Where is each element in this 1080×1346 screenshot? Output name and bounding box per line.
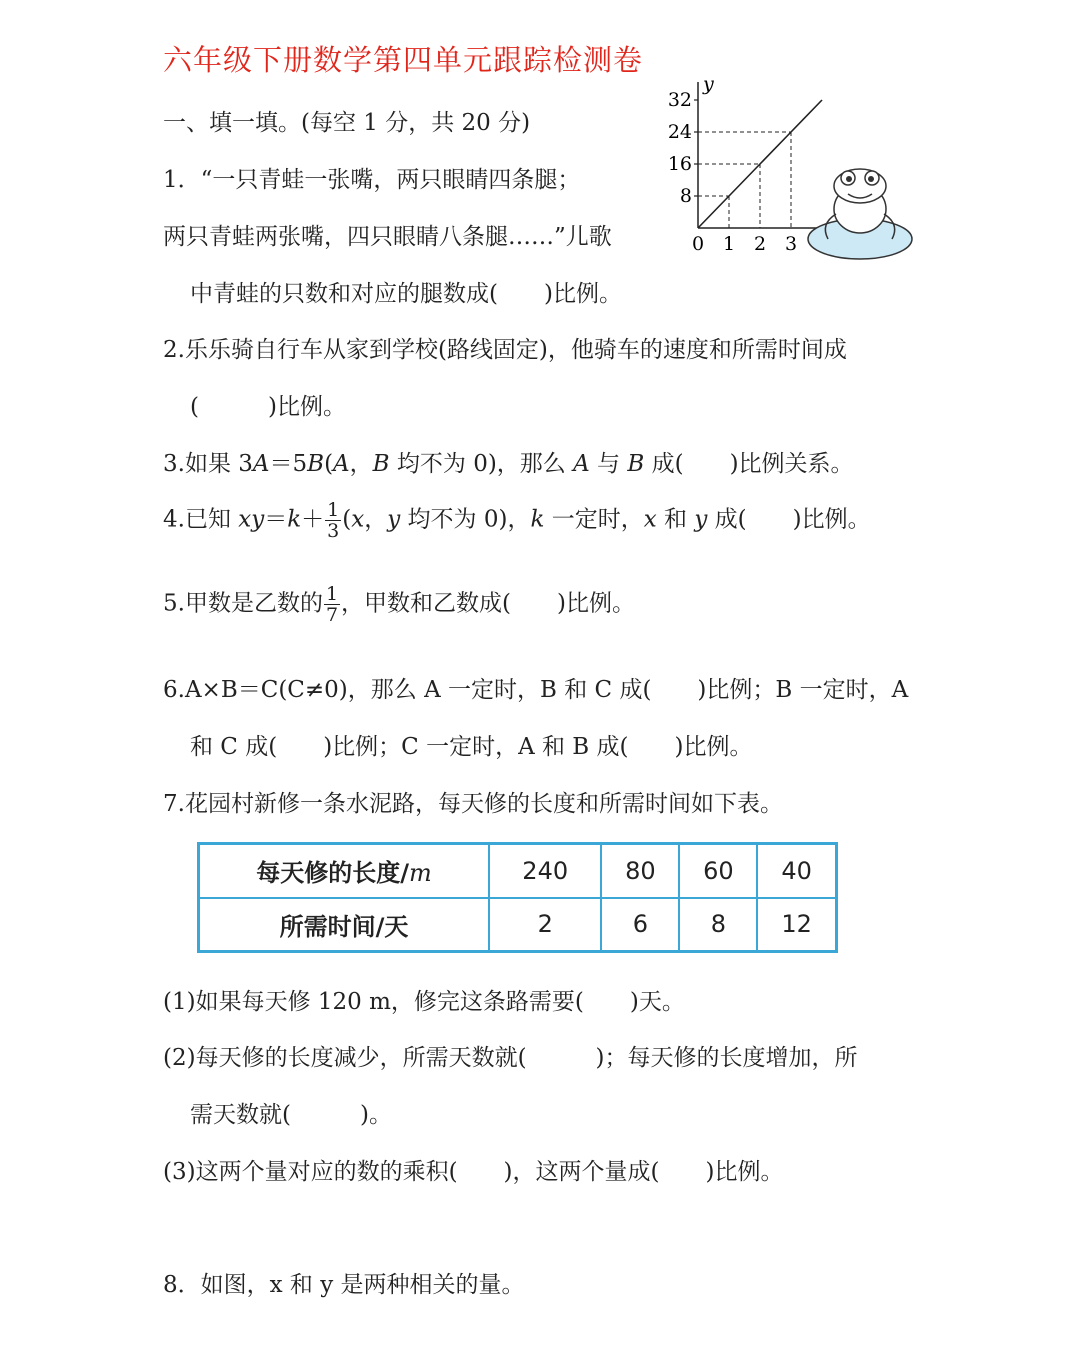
q7-sub1: (1)如果每天修 120 m，修完这条路需要( )天。 bbox=[163, 989, 685, 1015]
page-title: 六年级下册数学第四单元跟踪检测卷 bbox=[163, 43, 644, 77]
y-tick-label: 8 bbox=[679, 185, 692, 207]
section-heading: 一、填一填。(每空 1 分，共 20 分) bbox=[163, 110, 531, 136]
q4-text: 4.已知 bbox=[163, 506, 239, 533]
frog-pupil-shape bbox=[868, 176, 874, 182]
q7-table bbox=[197, 842, 838, 953]
q4-var: x bbox=[643, 506, 657, 533]
q3-text: ， bbox=[349, 451, 373, 477]
x-tick-label: 0 bbox=[691, 233, 705, 255]
q3-var: B bbox=[307, 451, 325, 477]
fraction-numerator: 1 bbox=[325, 583, 339, 605]
q2-line1: 2.乐乐骑自行车从家到学校(路线固定)，他骑车的速度和所需时间成 bbox=[163, 337, 847, 363]
frog-illustration bbox=[808, 169, 912, 259]
q1-line2: 两只青蛙两张嘴，四只眼睛八条腿……”儿歌 bbox=[163, 224, 612, 250]
q4-var: k bbox=[287, 506, 302, 533]
q3-text: 与 bbox=[589, 451, 628, 477]
q1-line3: 中青蛙的只数和对应的腿数成( )比例。 bbox=[190, 281, 622, 307]
q4-var: y bbox=[694, 506, 708, 533]
q3-var: B bbox=[627, 451, 645, 477]
q4-text: 一定时， bbox=[544, 506, 644, 533]
y-tick-label: 16 bbox=[667, 153, 692, 175]
q7-intro: 7.花园村新修一条水泥路，每天修的长度和所需时间如下表。 bbox=[163, 791, 783, 817]
q3-text: ( bbox=[324, 451, 334, 477]
chart-root bbox=[668, 74, 834, 255]
q7-sub2-line1: (2)每天修的长度减少，所需天数就( )；每天修的长度增加，所 bbox=[163, 1045, 858, 1071]
q4-fraction bbox=[325, 500, 341, 541]
line-graph bbox=[660, 74, 920, 274]
table-cell: 12 bbox=[757, 898, 836, 952]
table-cell: 6 bbox=[601, 898, 679, 952]
q4-text: 成( )比例。 bbox=[707, 506, 871, 533]
q3-text: 3.如果 3 bbox=[163, 451, 253, 477]
table-row bbox=[199, 898, 837, 952]
x-tick-label: 2 bbox=[753, 233, 767, 255]
q7-sub3: (3)这两个量对应的数的乘积( )，这两个量成( )比例。 bbox=[163, 1159, 784, 1185]
table-cell: 8 bbox=[679, 898, 757, 952]
q4-text: 均不为 0)， bbox=[400, 506, 531, 533]
table-header-text: 每天修的长度/ bbox=[256, 859, 409, 888]
y-axis-label: y bbox=[703, 74, 714, 95]
table-cell: 60 bbox=[679, 844, 757, 898]
q6-line1: 6.A×B＝C(C≠0)，那么 A 一定时，B 和 C 成( )比例；B 一定时，A bbox=[163, 677, 909, 703]
fraction-denominator: 7 bbox=[325, 604, 339, 626]
q5-fraction bbox=[324, 584, 340, 625]
q3-text: ＝5 bbox=[269, 451, 308, 477]
q5-text: 5.甲数是乙数的 bbox=[163, 590, 323, 617]
table-cell: 2 bbox=[489, 898, 601, 952]
y-tick-label: 32 bbox=[667, 89, 692, 111]
q3-var: A bbox=[573, 451, 590, 477]
q4-var: x bbox=[351, 506, 365, 533]
q4-text: ， bbox=[364, 506, 388, 533]
q3-line bbox=[163, 445, 854, 478]
x-tick-label: 3 bbox=[784, 233, 798, 255]
y-tick-label: 24 bbox=[667, 121, 692, 143]
q4-text: ＝ bbox=[264, 506, 288, 533]
table-row bbox=[199, 844, 837, 898]
q3-text: 成( )比例关系。 bbox=[644, 451, 854, 477]
table-header-unit: m bbox=[409, 859, 432, 888]
table-row-header bbox=[199, 844, 490, 898]
q8-line: 8．如图，x 和 y 是两种相关的量。 bbox=[163, 1272, 525, 1298]
q4-line bbox=[163, 500, 871, 541]
q3-var: A bbox=[252, 451, 270, 477]
q5-line bbox=[163, 584, 635, 625]
table-cell: 40 bbox=[757, 844, 836, 898]
table-cell: 240 bbox=[489, 844, 601, 898]
q4-text: 和 bbox=[656, 506, 695, 533]
q7-sub2-line2: 需天数就( )。 bbox=[190, 1102, 392, 1128]
q4-var: y bbox=[387, 506, 401, 533]
q5-text: ，甲数和乙数成( )比例。 bbox=[341, 590, 635, 617]
q3-text: 均不为 0)，那么 bbox=[389, 451, 574, 477]
fraction-numerator: 1 bbox=[327, 499, 340, 521]
x-tick-label: 1 bbox=[722, 233, 736, 255]
table-cell: 80 bbox=[601, 844, 679, 898]
frog-pupil-shape bbox=[846, 176, 852, 182]
q4-var: k bbox=[530, 506, 545, 533]
q2-line2: ( )比例。 bbox=[190, 394, 346, 420]
q4-text: ( bbox=[342, 506, 352, 533]
fraction-denominator: 3 bbox=[327, 520, 340, 542]
q4-text: ＋ bbox=[301, 506, 325, 533]
table-row-header: 所需时间/天 bbox=[199, 898, 490, 952]
q6-line2: 和 C 成( )比例；C 一定时，A 和 B 成( )比例。 bbox=[190, 734, 753, 760]
q4-var: xy bbox=[238, 506, 265, 533]
q3-var: B bbox=[372, 451, 390, 477]
q3-var: A bbox=[333, 451, 350, 477]
q1-line1: 1．“一只青蛙一张嘴，两只眼睛四条腿； bbox=[163, 167, 581, 193]
